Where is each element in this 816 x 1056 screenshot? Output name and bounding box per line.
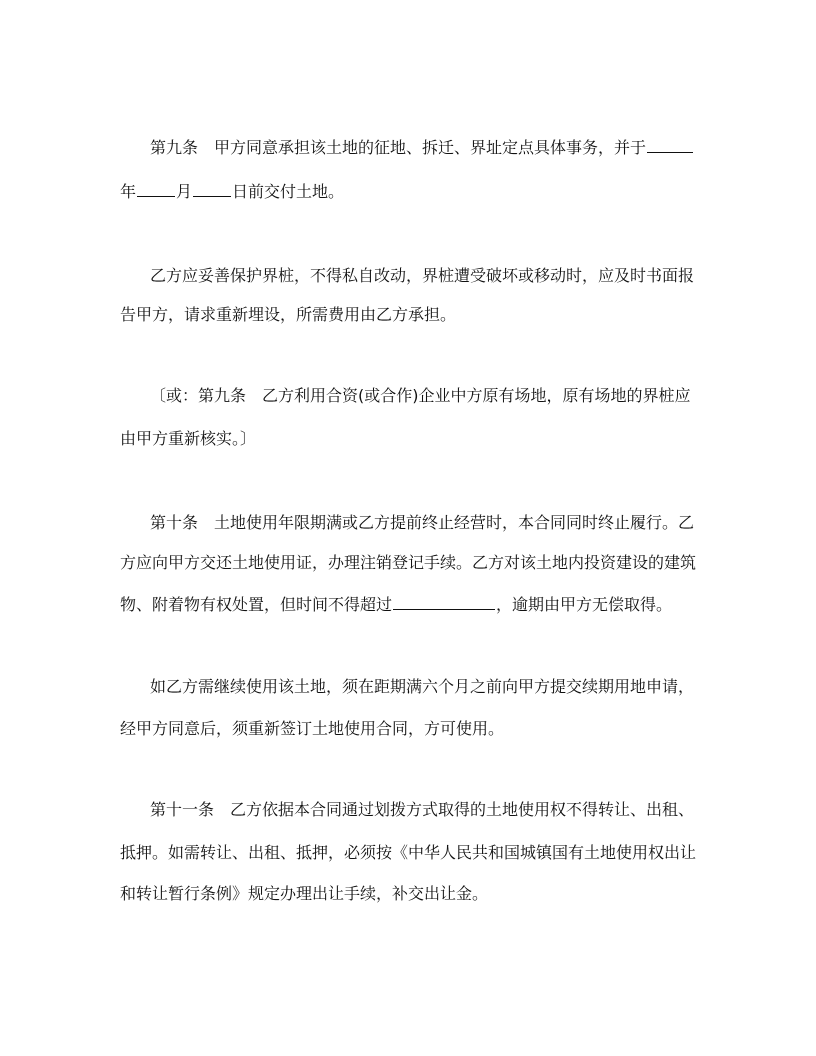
year-label: 年 bbox=[120, 182, 137, 201]
alt-clause-9-line-2: 由甲方重新核实。〕 bbox=[120, 429, 257, 448]
clause-9-text-1: 第九条 甲方同意承担该土地的征地、拆迁、界址定点具体事务，并于 bbox=[150, 138, 647, 157]
renewal-paragraph-line-2: 经甲方同意后，须重新签订土地使用合同，方可使用。 bbox=[120, 719, 505, 738]
clause-11-line-2: 抵押。如需转让、出租、抵押，必须按《中华人民共和国城镇国有土地使用权出让 bbox=[120, 843, 697, 862]
alt-clause-9-line-1: 〔或：第九条 乙方利用合资(或合作)企业中方原有场地，原有场地的界桩应 bbox=[150, 386, 691, 405]
renewal-paragraph-line-1: 如乙方需继续使用该土地，须在距期满六个月之前向甲方提交续期用地申请， bbox=[150, 677, 695, 696]
boundary-paragraph-line-2: 告甲方，请求重新埋设，所需费用由乙方承担。 bbox=[120, 305, 457, 324]
fill-blank-month bbox=[193, 182, 231, 197]
clause-9-line-2 bbox=[120, 182, 344, 202]
clause-9-line-1 bbox=[150, 138, 694, 158]
clause-10-line-1: 第十条 土地使用年限期满或乙方提前终止经营时，本合同同时终止履行。乙 bbox=[150, 513, 695, 532]
boundary-paragraph-line-1: 乙方应妥善保护界桩，不得私自改动，界桩遭受破坏或移动时，应及时书面报 bbox=[150, 266, 695, 285]
fill-blank-date-prefix bbox=[647, 138, 693, 153]
month-label: 月 bbox=[176, 182, 193, 201]
clause-10-line-2: 方应向甲方交还土地使用证，办理注销登记手续。乙方对该土地内投资建设的建筑 bbox=[120, 553, 697, 572]
clause-10-line-3 bbox=[120, 595, 672, 615]
clause-11-line-3: 和转让暂行条例》规定办理出让手续，补交出让金。 bbox=[120, 884, 489, 903]
clause-10-text-before-blank: 物、附着物有权处置，但时间不得超过 bbox=[120, 595, 393, 614]
day-label: 日前交付土地。 bbox=[232, 182, 345, 201]
fill-blank-year bbox=[137, 182, 175, 197]
clause-11-line-1: 第十一条 乙方依据本合同通过划拨方式取得的土地使用权不得转让、出租、 bbox=[150, 800, 695, 819]
clause-10-text-after-blank: ，逾期由甲方无偿取得。 bbox=[496, 595, 673, 614]
fill-blank-deadline bbox=[393, 595, 495, 610]
